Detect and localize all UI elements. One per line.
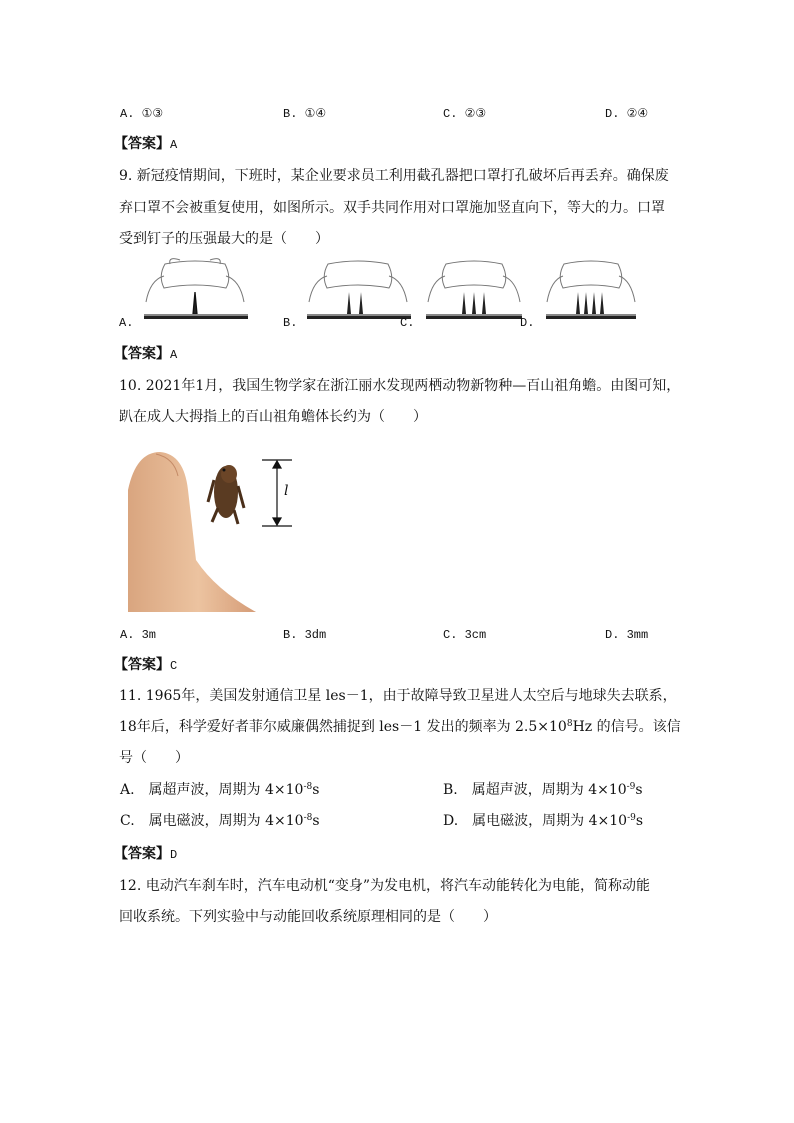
q11-line-3: 号（ ） xyxy=(119,750,189,766)
q9-figure-a xyxy=(140,258,250,322)
q12-line-1: 12. 电动汽车刹车时，汽车电动机“变身”为发电机，将汽车动能转化为电能，简称动能 xyxy=(119,878,651,894)
q9-label-b: B. xyxy=(283,316,298,330)
q10-option-d: D. 3mm xyxy=(605,628,649,642)
q9-line-2: 弃口罩不会被重复使用，如图所示。双手共同作用对口罩施加竖直向下，等大的力。口罩 xyxy=(119,200,665,216)
q9-line-1: 9. 新冠疫情期间，下班时，某企业要求员工利用截孔器把口罩打孔破坏后再丢弃。确保废 xyxy=(119,168,669,184)
q8-option-c: C. ②③ xyxy=(443,107,487,121)
q11-option-b: B. 属超声波，周期为 $4\times 10^{-9}s$ xyxy=(443,782,643,798)
thumb xyxy=(128,452,256,612)
q10-option-c: C. 3cm xyxy=(443,628,487,642)
q11-answer: 【答案】D xyxy=(114,846,178,862)
q9-answer: 【答案】A xyxy=(114,346,178,362)
q9-figure-c xyxy=(424,258,524,322)
q9-line-3: 受到钉子的压强最大的是（ ） xyxy=(119,231,329,247)
q11-line-2: 18年后，科学爱好者菲尔威廉偶然捕捉到 les－1 发出的频率为 $2.5\times 10^8Hz$ 的信号。该信 xyxy=(119,719,681,735)
q9-figure-d xyxy=(544,258,638,322)
q10-line-1: 10. 2021年1月，我国生物学家在浙江丽水发现两栖动物新物种—百山祖角蟾。由图可知， xyxy=(119,378,681,394)
toad xyxy=(208,465,244,524)
q10-answer: 【答案】C xyxy=(114,657,178,673)
q9-label-a: A. xyxy=(119,316,134,330)
q9-label-c: C. xyxy=(400,316,415,330)
q9-figure-b xyxy=(303,258,413,322)
q11-option-d: D. 属电磁波，周期为 $4\times 10^{-9}s$ xyxy=(443,813,644,829)
q10-length-label: l xyxy=(284,483,289,499)
q10-option-b: B. 3dm xyxy=(283,628,327,642)
q11-line-1: 11. 1965年，美国发射通信卫星 les－1，由于故障导致卫星进人太空后与地球失去联系， xyxy=(119,688,677,704)
q11-option-a: A. 属超声波，周期为 $4\times 10^{-8}s$ xyxy=(120,782,320,798)
q10-option-a: A. 3m xyxy=(120,628,157,642)
q8-option-b: B. ①④ xyxy=(283,107,327,121)
q8-option-d: D. ②④ xyxy=(605,107,649,121)
q8-answer: 【答案】A xyxy=(114,136,178,152)
q8-option-a: A. ①③ xyxy=(120,107,164,121)
q10-thumb-figure xyxy=(126,450,306,612)
q12-line-2: 回收系统。下列实验中与动能回收系统原理相同的是（ ） xyxy=(119,909,497,925)
q10-line-2: 趴在成人大拇指上的百山祖角蟾体长约为（ ） xyxy=(119,409,427,425)
q11-option-c: C. 属电磁波，周期为 $4\times 10^{-8}s$ xyxy=(120,813,320,829)
q9-label-d: D. xyxy=(520,316,535,330)
